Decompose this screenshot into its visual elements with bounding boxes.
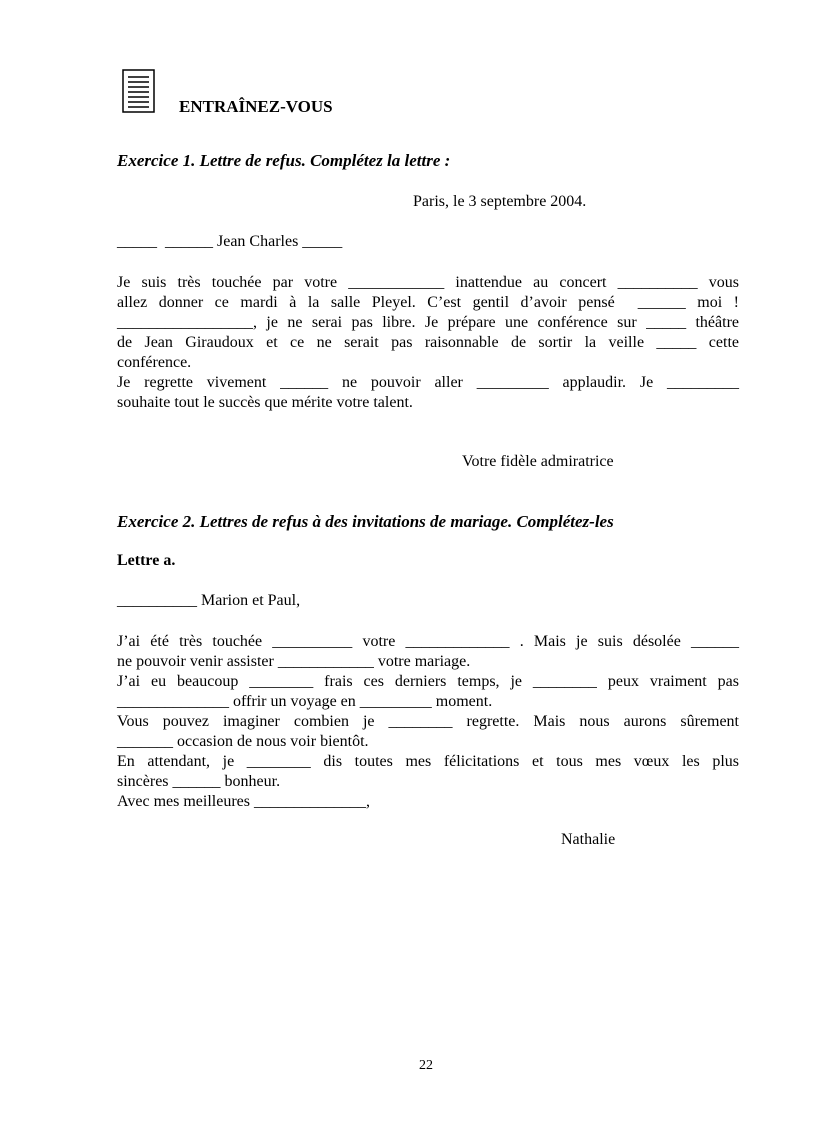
letter-line: J’ai eu beaucoup ________ frais ces derniers temps, je ________ peux vraiment pas <box>117 673 739 690</box>
document-lines-icon <box>122 69 155 113</box>
letter-line: souhaite tout le succès que mérite votre talent. <box>117 394 413 411</box>
letter-line: conférence. <box>117 354 192 371</box>
letter-line: _________________, je ne serai pas libre. Je prépare une conférence sur _____ théâtre <box>117 314 739 331</box>
page-number: 22 <box>419 1058 433 1073</box>
exercise2-title: Exercice 2. Lettres de refus à des invitations de mariage. Complétez-les <box>117 512 614 531</box>
letter-line: sincères ______ bonheur. <box>117 773 281 790</box>
letter-salutation: __________ Marion et Paul, <box>117 592 301 609</box>
letter-signature: Votre fidèle admiratrice <box>462 453 614 470</box>
page-heading: ENTRAÎNEZ-VOUS <box>179 97 333 116</box>
letter-signature: Nathalie <box>561 831 616 848</box>
letter-line: Je suis très touchée par votre ____________ inattendue au concert __________ vous <box>117 274 739 291</box>
letter-date: Paris, le 3 septembre 2004. <box>413 193 587 210</box>
letter-line: ne pouvoir venir assister ____________ votre mariage. <box>117 653 471 670</box>
letter-line: ______________ offrir un voyage en _________ moment. <box>117 693 493 710</box>
letter-line: _______ occasion de nous voir bientôt. <box>117 733 369 750</box>
letter-line: Avec mes meilleures ______________, <box>117 793 370 810</box>
letter-line: allez donner ce mardi à la salle Pleyel. C’est gentil d’avoir pensé ______ moi ! <box>117 294 739 311</box>
letter-line: En attendant, je ________ dis toutes mes félicitations et tous mes vœux les plus <box>117 753 739 770</box>
letter-salutation: _____ ______ Jean Charles _____ <box>117 233 343 250</box>
letter-label: Lettre a. <box>117 552 176 569</box>
letter-line: Je regrette vivement ______ ne pouvoir aller _________ applaudir. Je _________ <box>117 374 739 391</box>
exercise1-title: Exercice 1. Lettre de refus. Complétez la lettre : <box>117 151 451 170</box>
letter-line: J’ai été très touchée __________ votre _____________ . Mais je suis désolée ______ <box>117 633 739 650</box>
letter-line: de Jean Giraudoux et ce ne serait pas raisonnable de sortir la veille _____ cette <box>117 334 739 351</box>
letter-line: Vous pouvez imaginer combien je ________ regrette. Mais nous aurons sûrement <box>117 713 739 730</box>
